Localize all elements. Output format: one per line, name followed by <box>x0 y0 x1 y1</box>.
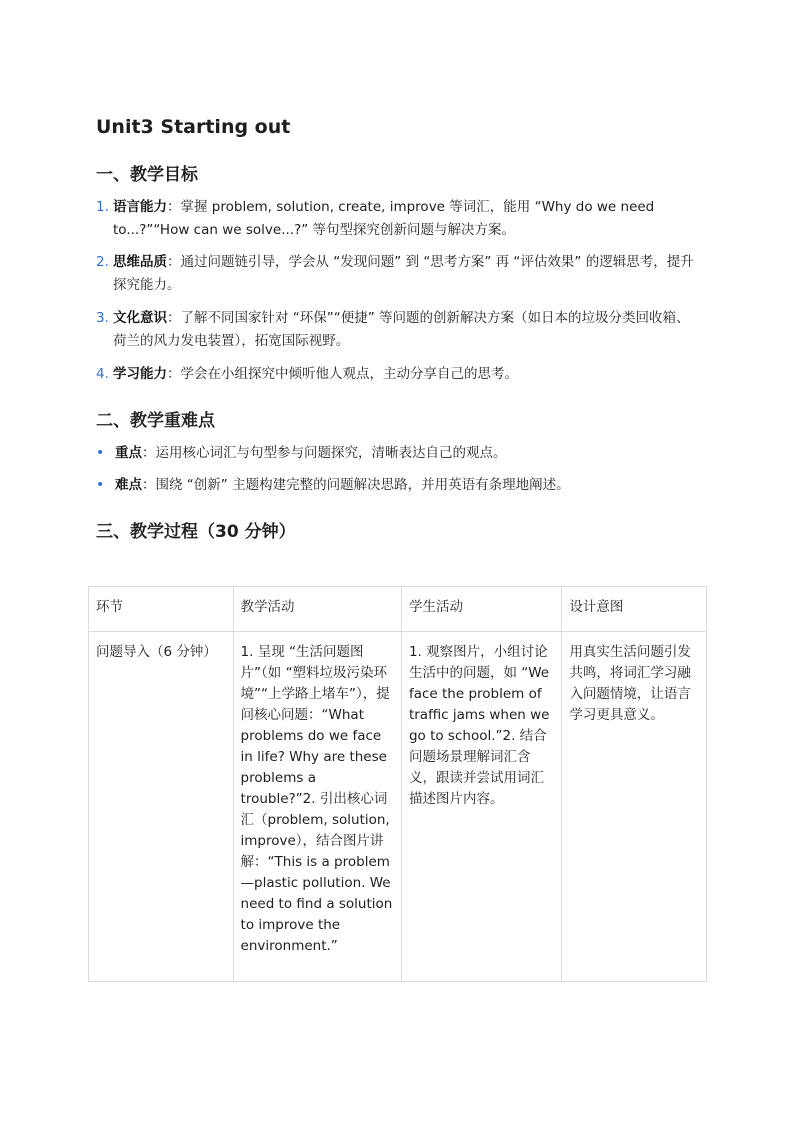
objective-label: 语言能力 <box>113 199 167 215</box>
bullet-icon: • <box>96 477 105 493</box>
design-intent-cell: 用真实生活问题引发共鸣，将词汇学习融入问题情境，让语言学习更具意义。 <box>562 632 707 982</box>
table-row <box>89 632 707 982</box>
teaching-process-table <box>88 586 707 982</box>
objective-item-4 <box>96 363 706 386</box>
difficult-point-text: ：围绕 “创新” 主题构建完整的问题解决思路，并用英语有条理地阐述。 <box>142 477 570 493</box>
objective-text: ：通过问题链引导，学会从 “发现问题” 到 “思考方案” 再 “评估效果” 的逻辑思考，提升探究能力。 <box>113 254 694 293</box>
list-number: 1. <box>96 199 109 215</box>
list-number: 3. <box>96 310 109 326</box>
teacher-activity-cell: 1. 呈现 “生活问题图片”（如 “塑料垃圾污染环境”“上学路上堵车”），提问核心问题：“What problems do we face in life? Why are these problems a trouble?”2. 引出核心词汇（problem, solution, improve），结合图片讲解：“This is a problem—plastic pollution. We need to find a solution to improve the environment.” <box>233 632 401 982</box>
objective-text: ：掌握 problem, solution, create, improve 等词汇，能用 “Why do we need to...?”“How can we solve...?” 等句型探究创新问题与解决方案。 <box>113 199 655 238</box>
stage-cell: 问题导入（6 分钟） <box>89 632 234 982</box>
column-header-student-activity: 学生活动 <box>401 587 561 632</box>
key-point-label: 重点 <box>115 445 142 461</box>
objective-label: 思维品质 <box>113 254 167 270</box>
objective-label: 学习能力 <box>113 366 167 382</box>
objective-text: ：了解不同国家针对 “环保”“便捷” 等问题的创新解决方案（如日本的垃圾分类回收箱、荷兰的风力发电装置），拓宽国际视野。 <box>113 310 690 349</box>
column-header-teacher-activity: 教学活动 <box>233 587 401 632</box>
column-header-stage: 环节 <box>89 587 234 632</box>
objective-label: 文化意识 <box>113 310 167 326</box>
section-heading-process: 三、教学过程（30 分钟） <box>96 522 296 542</box>
student-activity-cell: 1. 观察图片，小组讨论生活中的问题，如 “We face the problem of traffic jams when we go to school.”2. 结合问题场景理解词汇含义，跟读并尝试用词汇描述图片内容。 <box>401 632 561 982</box>
list-number: 4. <box>96 366 109 382</box>
bullet-icon: • <box>96 445 105 461</box>
page-title: Unit3 Starting out <box>96 116 291 138</box>
objective-item-2 <box>96 251 706 297</box>
objective-item-1 <box>96 196 706 242</box>
column-header-design-intent: 设计意图 <box>562 587 707 632</box>
difficult-point-label: 难点 <box>115 477 142 493</box>
objective-item-3 <box>96 307 706 353</box>
objective-text: ：学会在小组探究中倾听他人观点，主动分享自己的思考。 <box>167 366 518 382</box>
section-heading-key-points: 二、教学重难点 <box>96 411 215 431</box>
key-point-text: ：运用核心词汇与句型参与问题探究，清晰表达自己的观点。 <box>142 445 507 461</box>
section-heading-objectives: 一、教学目标 <box>96 165 198 185</box>
list-number: 2. <box>96 254 109 270</box>
table-header-row <box>89 587 707 632</box>
